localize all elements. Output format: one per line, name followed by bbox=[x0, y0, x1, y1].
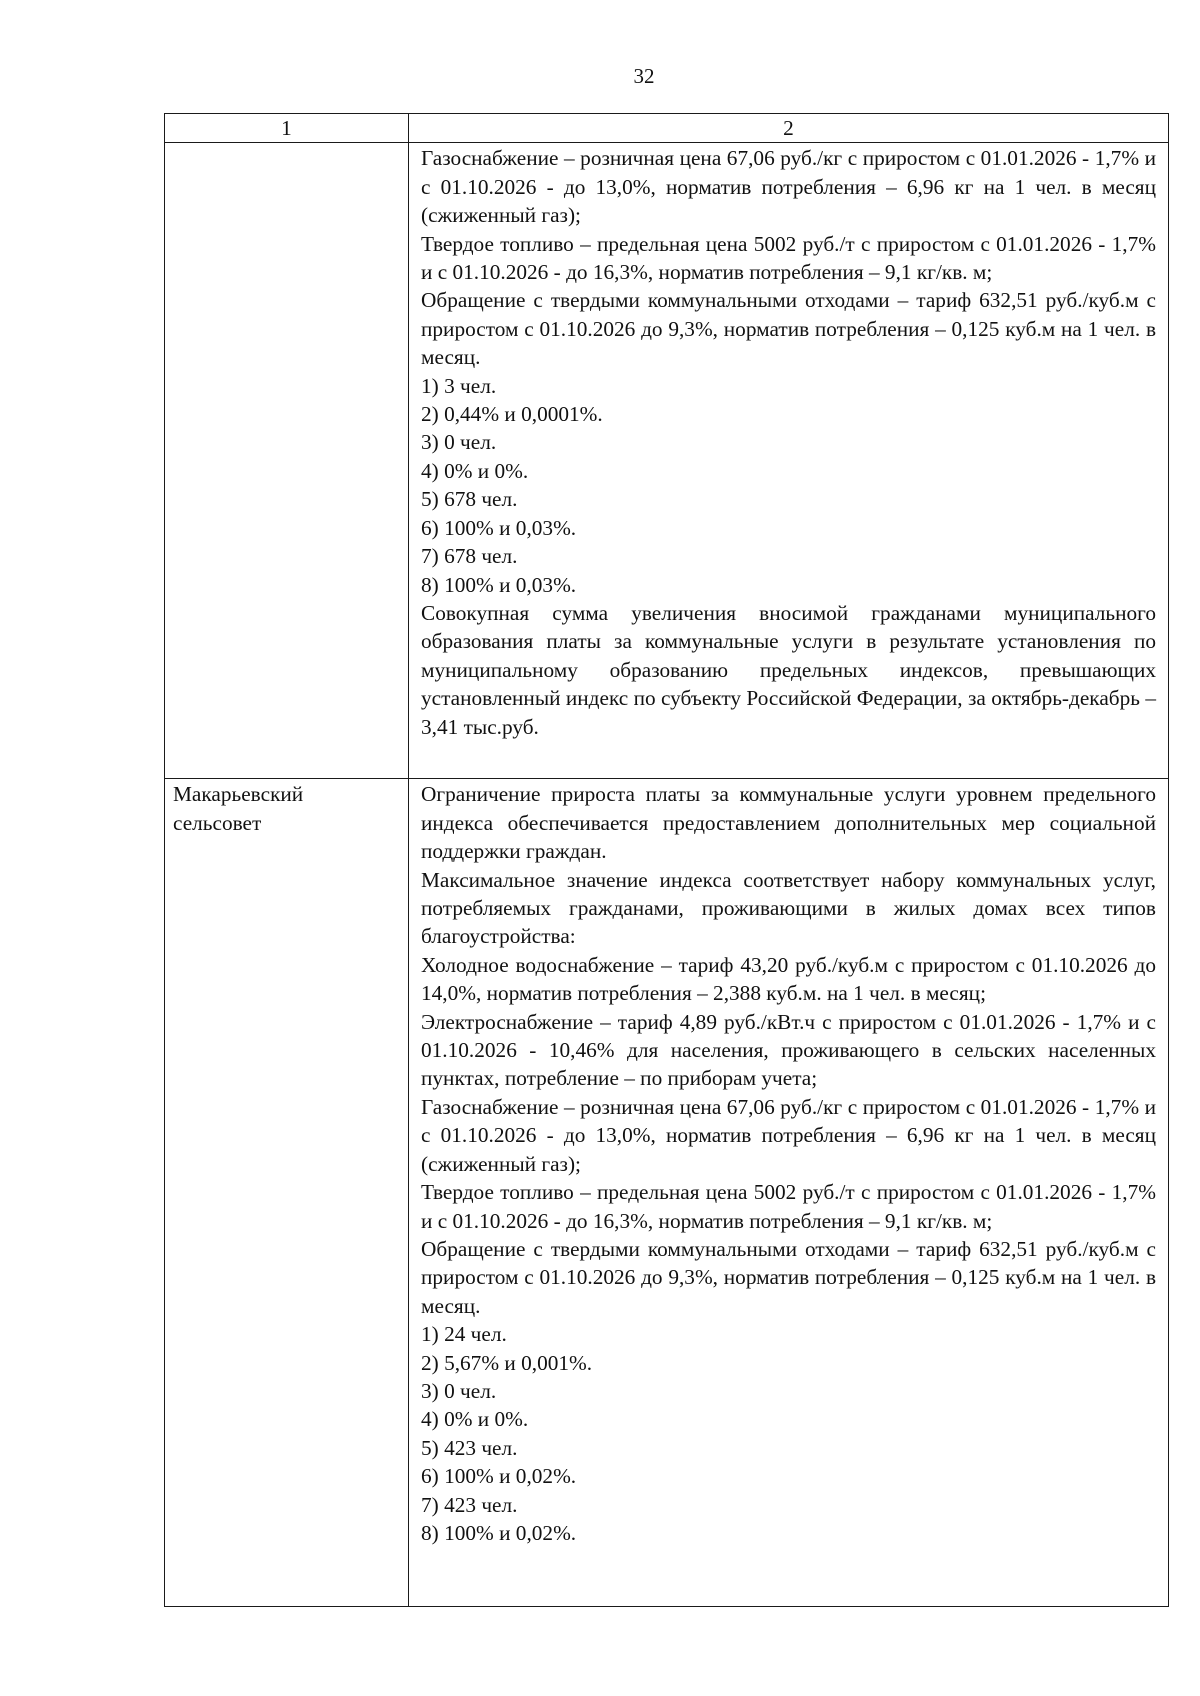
municipality-cell bbox=[165, 779, 409, 1607]
municipality-name: Макарьевский сельсовет bbox=[173, 782, 304, 835]
list-item: 1) 3 чел. bbox=[421, 373, 497, 398]
table-row bbox=[165, 779, 1169, 1607]
list-item: 2) 5,67% и 0,001%. bbox=[421, 1350, 593, 1375]
column-header-2: 2 bbox=[409, 114, 1169, 143]
description-cell bbox=[409, 143, 1169, 779]
page-number: 32 bbox=[633, 64, 655, 88]
list-item: 6) 100% и 0,03%. bbox=[421, 515, 577, 540]
document-table bbox=[164, 113, 1169, 1607]
list-item: 1) 24 чел. bbox=[421, 1322, 507, 1347]
paragraph: Газоснабжение – розничная цена 67,06 руб./кг с приростом с 01.01.2026 - 1,7% и с 01.10.2026 - до 13,0%, норматив потребления – 6,96 кг на 1 чел. в месяц (сжиженный газ); bbox=[421, 146, 1156, 228]
paragraph: Обращение с твердыми коммунальными отходами – тариф 632,51 руб./куб.м с приростом с 01.10.2026 до 9,3%, норматив потребления – 0,125 куб.м на 1 чел. в месяц. bbox=[421, 1236, 1156, 1318]
list-item: 4) 0% и 0%. bbox=[421, 1407, 529, 1432]
list-item: 4) 0% и 0%. bbox=[421, 458, 529, 483]
table-row bbox=[165, 143, 1169, 779]
list-item: 3) 0 чел. bbox=[421, 1378, 497, 1403]
paragraph: Электроснабжение – тариф 4,89 руб./кВт.ч с приростом с 01.01.2026 - 1,7% и с 01.10.2026 - 10,46% для населения, проживающего в сельских населенных пунктах, потребление – по приборам учета; bbox=[421, 1009, 1156, 1091]
list-item: 3) 0 чел. bbox=[421, 430, 497, 455]
list-item: 5) 678 чел. bbox=[421, 487, 518, 512]
column-header-1: 1 bbox=[165, 114, 409, 143]
paragraph: Твердое топливо – предельная цена 5002 руб./т с приростом с 01.01.2026 - 1,7% и с 01.10.2026 - до 16,3%, норматив потребления – 9,1 кг/кв. м; bbox=[421, 231, 1156, 285]
paragraph: Максимальное значение индекса соответствует набору коммунальных услуг, потребляемых гражданами, проживающими в жилых домах всех типов благоустройства: bbox=[421, 867, 1156, 949]
table-header-row bbox=[165, 114, 1169, 143]
paragraph: Холодное водоснабжение – тариф 43,20 руб./куб.м с приростом с 01.10.2026 до 14,0%, норматив потребления – 2,388 куб.м. на 1 чел. в месяц; bbox=[421, 952, 1156, 1006]
list-item: 5) 423 чел. bbox=[421, 1435, 518, 1460]
municipality-cell bbox=[165, 143, 409, 779]
list-item: 7) 423 чел. bbox=[421, 1492, 518, 1517]
paragraph: Обращение с твердыми коммунальными отходами – тариф 632,51 руб./куб.м с приростом с 01.10.2026 до 9,3%, норматив потребления – 0,125 куб.м на 1 чел. в месяц. bbox=[421, 288, 1156, 370]
summary-paragraph: Совокупная сумма увеличения вносимой гражданами муниципального образования платы за коммунальные услуги в результате установления по муниципальному образованию предельных индексов, превышающих установленный индекс по субъекту Российской Федерации, за октябрь-декабрь – 3,41 тыс.руб. bbox=[421, 600, 1156, 739]
paragraph: Газоснабжение – розничная цена 67,06 руб./кг с приростом с 01.01.2026 - 1,7% и с 01.10.2026 - до 13,0%, норматив потребления – 6,96 кг на 1 чел. в месяц (сжиженный газ); bbox=[421, 1094, 1156, 1176]
list-item: 7) 678 чел. bbox=[421, 544, 518, 569]
list-item: 8) 100% и 0,02%. bbox=[421, 1520, 577, 1545]
list-item: 6) 100% и 0,02%. bbox=[421, 1464, 577, 1489]
list-item: 2) 0,44% и 0,0001%. bbox=[421, 402, 603, 427]
description-cell bbox=[409, 779, 1169, 1607]
paragraph: Твердое топливо – предельная цена 5002 руб./т с приростом с 01.01.2026 - 1,7% и с 01.10.2026 - до 16,3%, норматив потребления – 9,1 кг/кв. м; bbox=[421, 1180, 1156, 1233]
paragraph: Ограничение прироста платы за коммунальные услуги уровнем предельного индекса обеспечивается предоставлением дополнительных мер социальной поддержки граждан. bbox=[421, 782, 1156, 864]
list-item: 8) 100% и 0,03%. bbox=[421, 572, 577, 597]
